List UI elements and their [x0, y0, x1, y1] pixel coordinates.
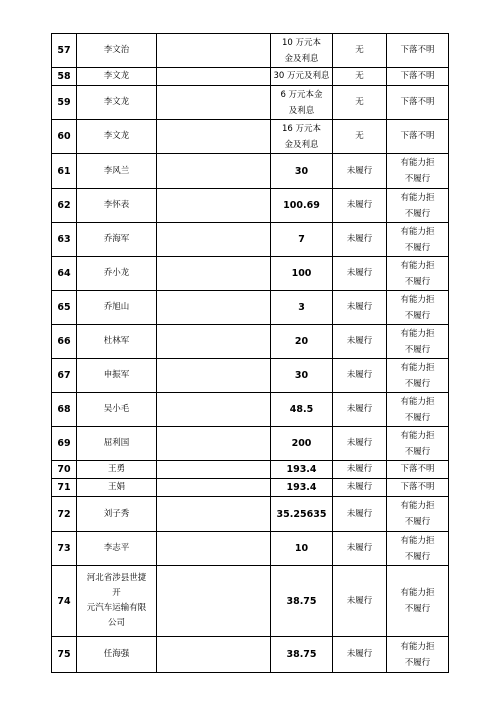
note-cell-line: 不履行 [404, 276, 431, 287]
note-cell-line: 下落不明 [400, 464, 435, 474]
amount-cell-line: 10 万元本 [281, 37, 322, 48]
table-row [52, 393, 449, 427]
table-row [52, 566, 449, 637]
empty-cell [157, 189, 271, 223]
amount-cell-line: 200 [291, 438, 312, 449]
status-cell: 无 [333, 86, 387, 120]
empty-cell [157, 68, 271, 86]
row-number-cell: 67 [52, 359, 77, 393]
table-row [52, 154, 449, 189]
name-cell-line: 李风兰 [103, 165, 130, 176]
empty-cell [157, 461, 271, 479]
note-cell-line: 有能力拒 [400, 328, 435, 339]
table-row [52, 497, 449, 532]
status-cell: 未履行 [333, 393, 387, 427]
row-number-cell: 74 [52, 566, 77, 637]
note-cell [387, 497, 449, 532]
note-cell [387, 325, 449, 359]
note-cell-line: 下落不明 [400, 482, 435, 492]
table-row [52, 359, 449, 393]
status-cell: 未履行 [333, 479, 387, 497]
note-cell-line: 有能力拒 [400, 294, 435, 305]
amount-cell [271, 189, 333, 223]
note-cell-line: 下落不明 [400, 71, 435, 81]
note-cell-line: 有能力拒 [400, 430, 435, 441]
note-cell [387, 189, 449, 223]
note-cell-line: 有能力拒 [400, 396, 435, 407]
name-cell-line: 李文龙 [103, 97, 130, 107]
name-cell [77, 68, 157, 86]
name-cell [77, 257, 157, 291]
note-cell [387, 566, 449, 637]
name-cell [77, 291, 157, 325]
note-cell [387, 86, 449, 120]
status-cell: 未履行 [333, 291, 387, 325]
amount-cell [271, 566, 333, 637]
amount-cell-line: 38.75 [286, 649, 317, 660]
name-cell-line: 刘子秀 [103, 508, 130, 519]
name-cell-line: 吴小毛 [103, 404, 130, 414]
name-cell [77, 223, 157, 257]
note-cell [387, 393, 449, 427]
name-cell-line: 王娟 [107, 482, 125, 492]
name-cell-line: 李文龙 [103, 131, 130, 141]
name-cell-line: 李文龙 [103, 71, 130, 81]
amount-cell [271, 497, 333, 532]
note-cell-line: 有能力拒 [400, 192, 435, 203]
note-cell-line: 下落不明 [400, 97, 435, 107]
name-cell-line: 河北省涉县世捷 [86, 573, 147, 583]
table-row [52, 86, 449, 120]
status-cell: 无 [333, 120, 387, 154]
note-cell [387, 461, 449, 479]
amount-cell-line: 金及利息 [284, 139, 319, 150]
empty-cell [157, 359, 271, 393]
empty-cell [157, 325, 271, 359]
row-number-cell: 72 [52, 497, 77, 532]
note-cell-line: 不履行 [404, 378, 431, 389]
name-cell [77, 154, 157, 189]
amount-cell-line: 6 万元本金 [280, 89, 323, 100]
table-row [52, 68, 449, 86]
amount-cell [271, 120, 333, 154]
name-cell-line: 乔旭山 [103, 302, 130, 312]
empty-cell [157, 154, 271, 189]
row-number-cell: 66 [52, 325, 77, 359]
name-cell [77, 637, 157, 673]
status-cell: 未履行 [333, 566, 387, 637]
amount-cell-line: 35.25635 [276, 508, 327, 520]
status-cell: 无 [333, 34, 387, 68]
table-row [52, 257, 449, 291]
name-cell-line: 杜林军 [103, 336, 130, 346]
amount-cell [271, 637, 333, 673]
status-cell: 未履行 [333, 461, 387, 479]
name-cell-line: 屈利国 [103, 438, 130, 448]
amount-cell-line: 10 [294, 543, 309, 554]
table-row [52, 120, 449, 154]
name-cell [77, 566, 157, 637]
note-cell-line: 不履行 [404, 344, 431, 355]
row-number-cell: 73 [52, 532, 77, 566]
debtor-table-page [51, 33, 448, 673]
table-row [52, 223, 449, 257]
amount-cell [271, 461, 333, 479]
amount-cell-line: 金及利息 [284, 53, 319, 64]
note-cell-line: 不履行 [404, 517, 431, 527]
note-cell-line: 不履行 [404, 412, 431, 423]
name-cell [77, 461, 157, 479]
name-cell [77, 359, 157, 393]
status-cell: 未履行 [333, 223, 387, 257]
empty-cell [157, 257, 271, 291]
table-row [52, 637, 449, 673]
note-cell-line: 不履行 [404, 242, 431, 253]
empty-cell [157, 223, 271, 257]
amount-cell [271, 532, 333, 566]
empty-cell [157, 566, 271, 637]
note-cell [387, 68, 449, 86]
row-number-cell: 65 [52, 291, 77, 325]
amount-cell-line: 3 [298, 302, 305, 313]
table-body [52, 34, 449, 673]
amount-cell [271, 68, 333, 86]
row-number-cell: 70 [52, 461, 77, 479]
row-number-cell: 63 [52, 223, 77, 257]
status-cell: 未履行 [333, 637, 387, 673]
name-cell-line: 开 [112, 588, 121, 598]
name-cell [77, 427, 157, 461]
note-cell-line: 不履行 [404, 604, 431, 614]
name-cell [77, 497, 157, 532]
note-cell-line: 不履行 [404, 551, 431, 562]
table-row [52, 325, 449, 359]
amount-cell [271, 86, 333, 120]
note-cell-line: 有能力拒 [400, 158, 435, 168]
note-cell-line: 有能力拒 [400, 535, 435, 546]
amount-cell [271, 427, 333, 461]
amount-cell-line: 20 [294, 336, 309, 347]
table-row [52, 34, 449, 68]
empty-cell [157, 86, 271, 120]
row-number-cell: 57 [52, 34, 77, 68]
table-row [52, 189, 449, 223]
row-number-cell: 59 [52, 86, 77, 120]
name-cell-line: 申振军 [103, 370, 130, 380]
status-cell: 无 [333, 68, 387, 86]
row-number-cell: 69 [52, 427, 77, 461]
table-row [52, 427, 449, 461]
note-cell-line: 下落不明 [400, 131, 435, 141]
amount-cell-line: 30 万元及利息 [273, 71, 330, 81]
row-number-cell: 58 [52, 68, 77, 86]
amount-cell [271, 154, 333, 189]
note-cell [387, 291, 449, 325]
note-cell-line: 不履行 [404, 310, 431, 321]
status-cell: 未履行 [333, 532, 387, 566]
note-cell-line: 不履行 [404, 208, 431, 219]
empty-cell [157, 497, 271, 532]
note-cell [387, 479, 449, 497]
amount-cell-line: 48.5 [289, 404, 314, 415]
amount-cell-line: 30 [294, 165, 309, 177]
note-cell [387, 120, 449, 154]
amount-cell-line: 193.4 [286, 464, 317, 475]
note-cell [387, 359, 449, 393]
amount-cell-line: 16 万元本 [281, 123, 322, 134]
status-cell: 未履行 [333, 257, 387, 291]
status-cell: 未履行 [333, 497, 387, 532]
note-cell [387, 223, 449, 257]
name-cell-line: 王勇 [107, 464, 125, 474]
amount-cell [271, 257, 333, 291]
name-cell [77, 479, 157, 497]
amount-cell [271, 34, 333, 68]
name-cell-line: 李怀表 [103, 200, 130, 210]
note-cell [387, 637, 449, 673]
empty-cell [157, 291, 271, 325]
name-cell [77, 34, 157, 68]
note-cell [387, 34, 449, 68]
amount-cell-line: 7 [298, 234, 305, 245]
row-number-cell: 62 [52, 189, 77, 223]
note-cell-line: 有能力拒 [400, 588, 435, 598]
row-number-cell: 68 [52, 393, 77, 427]
row-number-cell: 61 [52, 154, 77, 189]
note-cell-line: 有能力拒 [400, 362, 435, 373]
empty-cell [157, 637, 271, 673]
row-number-cell: 64 [52, 257, 77, 291]
note-cell-line: 下落不明 [400, 45, 435, 55]
row-number-cell: 75 [52, 637, 77, 673]
note-cell-line: 有能力拒 [400, 641, 435, 652]
note-cell [387, 257, 449, 291]
status-cell: 未履行 [333, 325, 387, 359]
amount-cell [271, 325, 333, 359]
amount-cell-line: 及利息 [288, 105, 315, 116]
amount-cell [271, 479, 333, 497]
name-cell [77, 189, 157, 223]
status-cell: 未履行 [333, 359, 387, 393]
note-cell-line: 有能力拒 [400, 226, 435, 237]
amount-cell [271, 359, 333, 393]
name-cell-line: 李文治 [103, 45, 130, 55]
status-cell: 未履行 [333, 154, 387, 189]
amount-cell [271, 291, 333, 325]
name-cell [77, 532, 157, 566]
name-cell-line: 元汽车运输有限 [86, 603, 147, 613]
name-cell-line: 乔小龙 [103, 268, 130, 278]
debtor-table [51, 33, 449, 673]
empty-cell [157, 479, 271, 497]
empty-cell [157, 427, 271, 461]
table-row [52, 291, 449, 325]
empty-cell [157, 34, 271, 68]
name-cell-line: 任海强 [103, 649, 130, 659]
empty-cell [157, 532, 271, 566]
note-cell-line: 不履行 [404, 174, 431, 184]
name-cell-line: 李志平 [103, 543, 130, 553]
note-cell-line: 有能力拒 [400, 501, 435, 511]
amount-cell-line: 100.69 [283, 200, 320, 211]
table-row [52, 461, 449, 479]
empty-cell [157, 393, 271, 427]
note-cell-line: 不履行 [404, 446, 431, 457]
amount-cell [271, 393, 333, 427]
name-cell-line: 公司 [107, 618, 125, 628]
row-number-cell: 60 [52, 120, 77, 154]
note-cell [387, 154, 449, 189]
status-cell: 未履行 [333, 189, 387, 223]
row-number-cell: 71 [52, 479, 77, 497]
amount-cell [271, 223, 333, 257]
note-cell [387, 427, 449, 461]
name-cell [77, 325, 157, 359]
note-cell [387, 532, 449, 566]
table-row [52, 479, 449, 497]
amount-cell-line: 193.4 [286, 482, 317, 493]
amount-cell-line: 100 [291, 268, 312, 279]
name-cell [77, 120, 157, 154]
note-cell-line: 不履行 [404, 657, 431, 668]
name-cell [77, 393, 157, 427]
note-cell-line: 有能力拒 [400, 260, 435, 271]
status-cell: 未履行 [333, 427, 387, 461]
table-row [52, 532, 449, 566]
empty-cell [157, 120, 271, 154]
amount-cell-line: 38.75 [286, 595, 317, 607]
amount-cell-line: 30 [294, 370, 309, 381]
name-cell-line: 乔海军 [103, 234, 130, 244]
name-cell [77, 86, 157, 120]
